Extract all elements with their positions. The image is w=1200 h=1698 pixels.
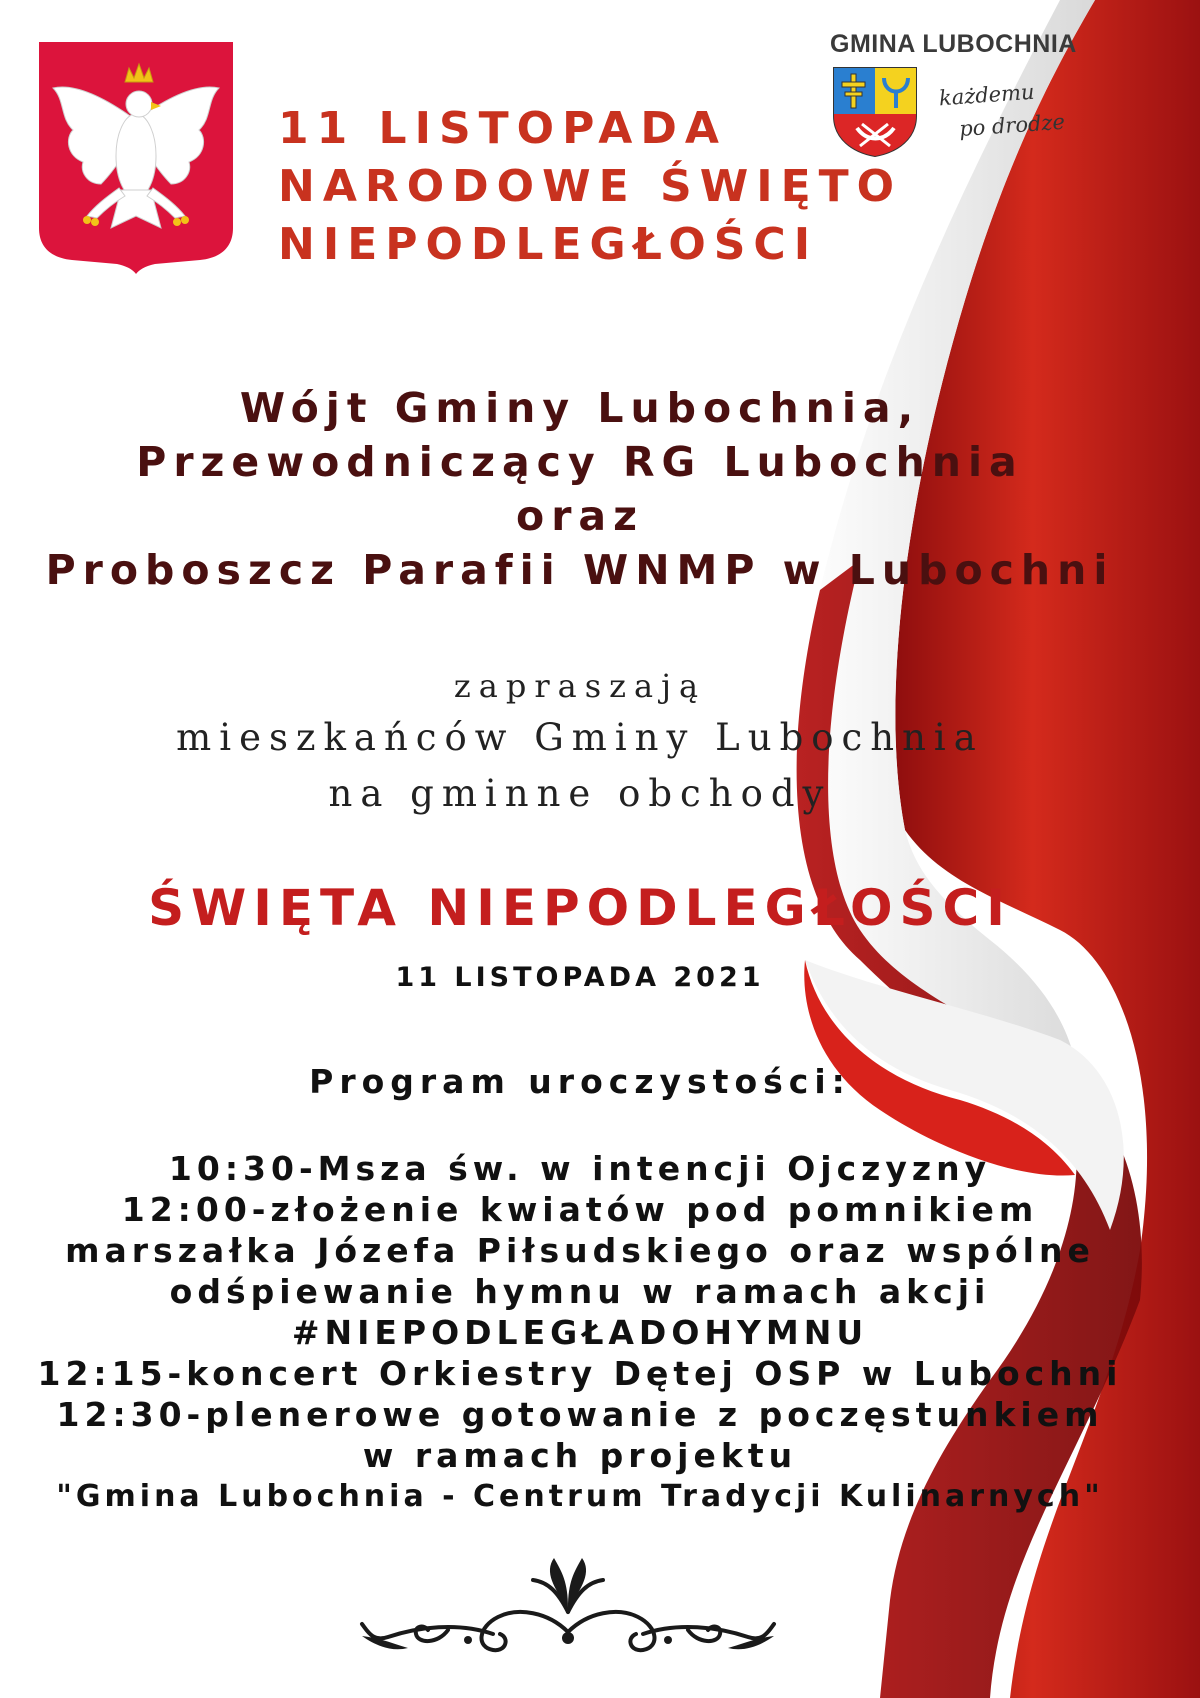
gmina-lubochnia-crest-icon — [832, 66, 918, 158]
header-title-line: 11 LISTOPADA — [278, 103, 727, 154]
invitation-line: mieszkańców Gminy Lubochnia — [176, 716, 984, 759]
program-item: 12:15-koncert Orkiestry Dętej OSP w Lubochni — [37, 1354, 1123, 1393]
motto-line: każdemu — [938, 79, 1036, 111]
host-line: oraz — [516, 492, 644, 540]
program-item: 12:00-złożenie kwiatów pod pomnikiem — [121, 1190, 1039, 1229]
host-line: Proboszcz Parafii WNMP w Lubochni — [45, 546, 1115, 594]
invitation-line: na gminne obchody — [328, 772, 832, 815]
header-title-line: NIEPODLEGŁOŚCI — [278, 219, 819, 270]
motto-line: po drodze — [958, 109, 1066, 141]
event-date: 11 LISTOPADA 2021 — [395, 962, 765, 993]
gmina-name: GMINA LUBOCHNIA — [830, 30, 1077, 58]
program-list — [0, 1148, 1160, 1517]
program-item: odśpiewanie hymnu w ramach akcji — [169, 1272, 991, 1311]
gmina-motto — [938, 74, 1066, 146]
program-item: w ramach projektu — [362, 1436, 798, 1475]
flourish-ornament-icon — [358, 1552, 778, 1662]
polish-white-eagle-icon — [35, 38, 237, 276]
program-item: #NIEPODLEGŁADOHYMNU — [291, 1313, 869, 1352]
program-item: 10:30-Msza św. w intencji Ojczyzny — [168, 1149, 992, 1188]
program-heading: Program uroczystości: — [309, 1062, 851, 1101]
host-line: Wójt Gminy Lubochnia, — [239, 384, 921, 432]
host-line: Przewodniczący RG Lubochnia — [136, 438, 1024, 486]
program-item: 12:30-plenerowe gotowanie z poczęstunkiem — [56, 1395, 1104, 1434]
header-title-line: NARODOWE ŚWIĘTO — [278, 161, 903, 212]
program-item: marszałka Józefa Piłsudskiego oraz wspólne — [65, 1231, 1095, 1270]
event-name: ŚWIĘTA NIEPODLEGŁOŚCI — [148, 879, 1012, 937]
program-item: "Gmina Lubochnia - Centrum Tradycji Kulinarnych" — [56, 1479, 1104, 1514]
header-title — [278, 100, 902, 274]
invitation-line: zapraszają — [453, 667, 707, 705]
